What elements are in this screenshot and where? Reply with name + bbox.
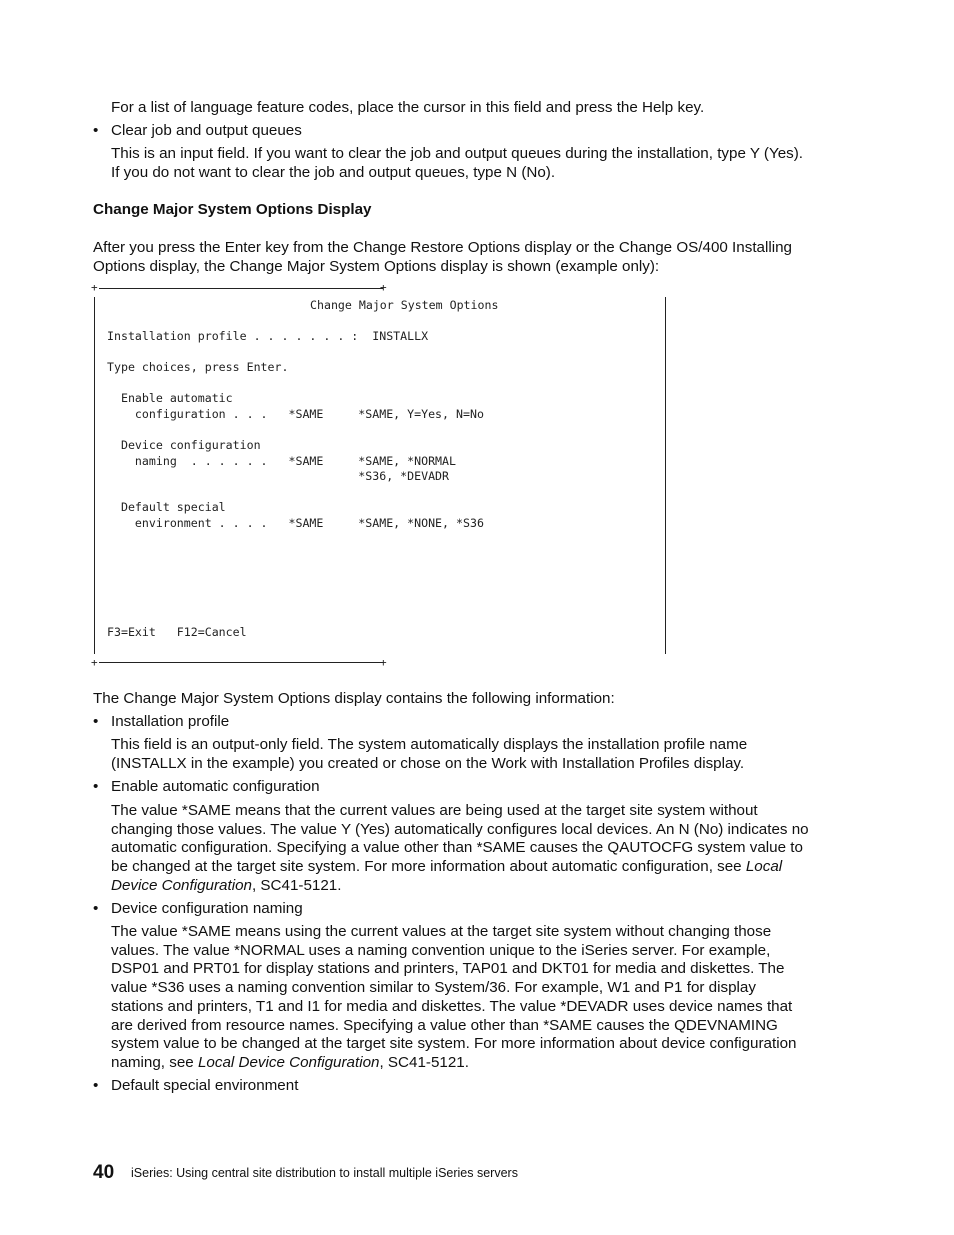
default-env-label: Default special <box>107 500 226 514</box>
text-line: This is an input field. If you want to clear the job and output queues during the installation, type Y (Yes). <box>111 145 804 162</box>
bullet-dot: • <box>93 900 99 917</box>
text-line: values. The value *NORMAL uses a naming convention unique to the iSeries server. For example, <box>111 941 771 959</box>
page-number: 40 <box>93 1162 115 1183</box>
box-corner: + <box>380 281 387 294</box>
bullet-dot: • <box>93 122 99 139</box>
list-item-label: Default special environment <box>111 1077 299 1094</box>
box-corner: + <box>91 281 98 294</box>
default-env-field: environment . . . . *SAME *SAME, *NONE, *S36 <box>107 516 484 530</box>
box-corner: + <box>91 656 98 669</box>
installation-profile-line: Installation profile . . . . . . . : INSTALLX <box>107 329 429 343</box>
after-enter-paragraph <box>93 239 853 276</box>
book-title: Device Configuration <box>111 876 252 894</box>
box-bottom-border <box>99 662 383 663</box>
box-right-border <box>665 297 666 654</box>
text-line: After you press the Enter key from the Change Restore Options display or the Change OS/400 Installing <box>93 239 793 256</box>
prompt-line: Type choices, press Enter. <box>107 360 289 374</box>
section-heading: Change Major System Options Display <box>93 201 372 218</box>
text-line: system value to be changed at the target site system. For more information about device configuration <box>111 1035 797 1053</box>
intro-paragraph: For a list of language feature codes, place the cursor in this field and press the Help key. <box>111 99 705 116</box>
screen-title: Change Major System Options <box>310 298 499 312</box>
device-config-label: Device configuration <box>107 438 261 452</box>
function-keys: F3=Exit F12=Cancel <box>107 625 247 639</box>
text-line: DSP01 and PRT01 for display stations and printers, TAP01 and DKT01 for media and diskettes. The <box>111 960 785 978</box>
list-item-label: Enable automatic configuration <box>111 778 320 795</box>
box-left-border <box>94 297 95 654</box>
enable-auto-label: Enable automatic <box>107 391 233 405</box>
text-line: (INSTALLX in the example) you created or chose on the Work with Installation Profiles display. <box>111 754 745 772</box>
bullet-dot: • <box>93 713 99 730</box>
box-corner: + <box>380 656 387 669</box>
book-title: Local <box>745 858 783 876</box>
device-config-field: naming . . . . . . *SAME *SAME, *NORMAL <box>107 454 457 468</box>
contains-paragraph: The Change Major System Options display contains the following information: <box>93 690 615 707</box>
list-item-label: Clear job and output queues <box>111 122 302 139</box>
text-line: Options display, the Change Major System Options display is shown (example only): <box>93 257 660 275</box>
text-line: changing those values. The value Y (Yes) automatically configures local devices. An N (No) indicates no <box>111 820 809 838</box>
installation-profile-description <box>111 736 851 773</box>
text-line: stations and printers, T1 and I1 for media and diskettes. The value *DEVADR uses device names that <box>111 997 793 1015</box>
clear-queues-description <box>111 145 851 182</box>
device-config-options: *S36, *DEVADR <box>107 469 450 483</box>
box-top-border <box>99 288 383 289</box>
device-naming-description <box>111 923 856 1073</box>
text-line: The value *SAME means using the current values at the target site system without changing those <box>111 923 772 940</box>
text-line: If you do not want to clear the job and output queues, type N (No). <box>111 163 556 181</box>
bullet-dot: • <box>93 778 99 795</box>
enable-auto-field: configuration . . . *SAME *SAME, Y=Yes, N=No <box>107 407 484 421</box>
bullet-dot: • <box>93 1077 99 1094</box>
list-item-label: Installation profile <box>111 713 230 730</box>
text-line: automatic configuration. Specifying a value other than *SAME causes the QAUTOCFG system value to <box>111 839 803 857</box>
book-title: Local Device Configuration <box>197 1053 380 1071</box>
text-line: value *S36 uses a naming convention similar to System/36. For example, W1 and P1 for display <box>111 979 756 997</box>
text-line: be changed at the target site system. For more information about automatic configuration, see Local <box>111 858 783 876</box>
list-item-label: Device configuration naming <box>111 900 303 917</box>
footer-text: iSeries: Using central site distribution to install multiple iSeries servers <box>131 1166 518 1180</box>
text-line: are derived from resource names. Specifying a value other than *SAME causes the QDEVNAMING <box>111 1016 778 1034</box>
enable-config-description <box>111 802 856 896</box>
text-line: naming, see Local Device Configuration, SC41-5121. <box>111 1053 469 1071</box>
text-line: Device Configuration, SC41-5121. <box>111 876 342 894</box>
text-line: The value *SAME means that the current values are being used at the target site system without <box>111 802 758 819</box>
text-line: This field is an output-only field. The system automatically displays the installation profile name <box>111 736 748 753</box>
screen-example <box>93 283 667 668</box>
